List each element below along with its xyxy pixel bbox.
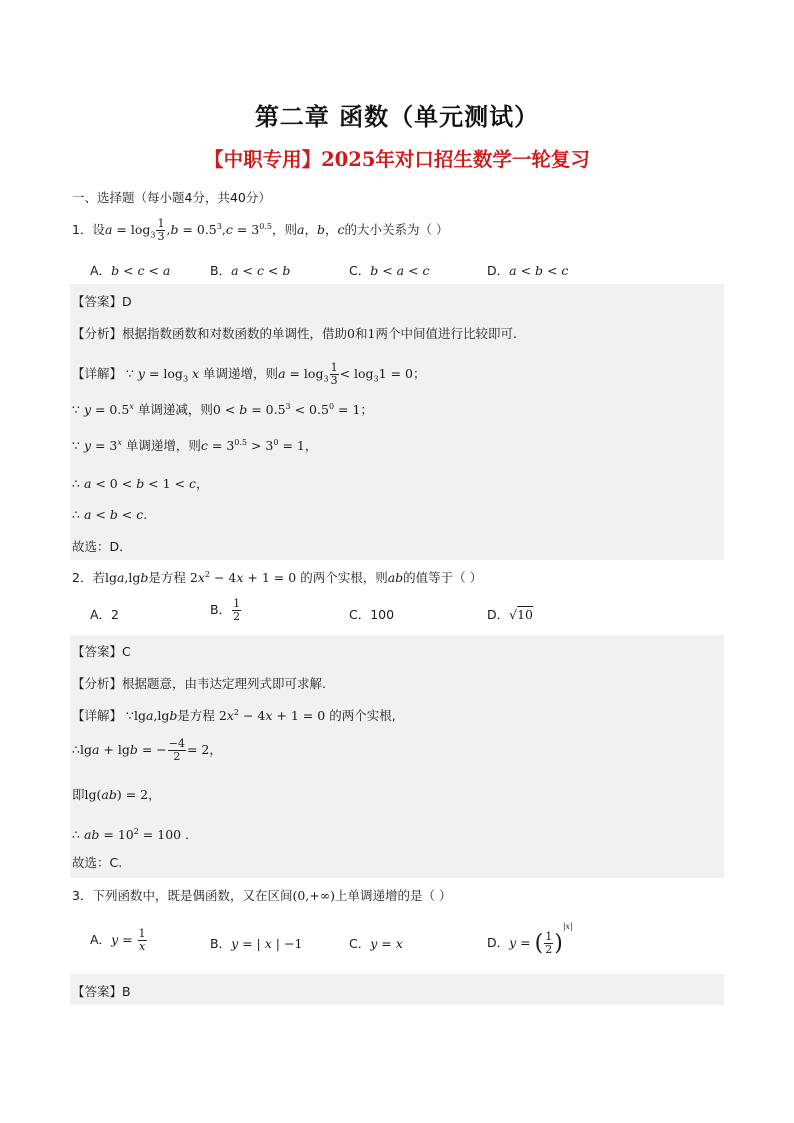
q1-detail-4: ∴ a < 0 < b < 1 < c， [72,476,209,491]
q1-option-b[interactable]: B．a < c < b [210,263,291,278]
q3-answer: 【答案】B [72,984,131,999]
q2-option-a[interactable]: A．2 [90,607,120,622]
q3-option-b[interactable]: B．y = | x | −1 [210,936,303,951]
q1-detail-5: ∴ a < b < c. [72,507,148,522]
question-2: 2．若lga,lgb是方程 $2x^2 - 4x + 1 = 0$ 的两个实根，则ab的值等于（ ） [72,569,483,585]
q2-option-d[interactable]: D．√10 [487,607,534,622]
question-3: 3．下列函数中，既是偶函数，又在区间(0,+∞)上单调递增的是（ ） [72,888,452,903]
q2-detail-4: ∴ ab = $10^2 = 100$ ． [72,826,198,842]
q2-choose: 故选：C. [72,855,123,870]
q2-analysis: 【分析】根据题意，由韦达定理列式即可求解. [72,676,326,691]
q3-option-d[interactable]: D．y = ( $\frac{1}{2}$ )$^{|x|}$ [487,922,573,956]
q1-detail-1: 【详解】 ∵ $y = \log_3 x$ 单调递增，则$a = \log_3$ $\frac{1}{3}$ < $\log_31 = 0$； [72,361,426,387]
page-subtitle: 【中职专用】2025年对口招生数学一轮复习 [204,148,590,171]
q1-option-a[interactable]: A．b < c < a [90,263,171,278]
q2-option-c[interactable]: C．100 [349,607,395,622]
page-title: 第二章 函数（单元测试） [254,102,540,131]
q1-detail-3: ∵ $y = 3^x$ 单调递增，则$c = 3^{0.5} > 3^0 = 1$， [72,437,318,453]
q2-detail-2: ∴lga + lgb = − $\frac{-4}{2}$ = 2， [72,737,222,763]
q1-detail-2: ∵ $y = 0.5^x$ 单调递减，则$0 < b = 0.5^3 < 0.5^0 = 1$； [72,401,373,417]
q2-detail-1: 【详解】 ∵lga,lgb是方程 $2x^2 - 4x + 1 = 0$ 的两个实根, [72,707,396,723]
q2-detail-3: 即lg(ab) = 2， [72,787,161,802]
q1-option-d[interactable]: D．a < b < c [487,263,569,278]
q1-option-c[interactable]: C．b < a < c [349,263,430,278]
q2-answer: 【答案】C [72,644,131,659]
q2-option-b[interactable]: B． $\frac{1}{2}$ [210,597,241,623]
q1-choose: 故选：D. [72,539,124,554]
q1-analysis: 【分析】根据指数函数和对数函数的单调性，借助0和1两个中间值进行比较即可. [72,326,517,341]
q1-answer: 【答案】D [72,294,132,309]
q3-option-c[interactable]: C．y = x [349,936,403,951]
question-1: 1．设$a = \log_3$ $\frac{1}{3}$ $,b = 0.5^3,c = 3^{0.5}$，则a，b，c的大小关系为（ ） [72,217,449,243]
q3-option-a[interactable]: A．y = $\frac{1}{x}$ [90,927,146,953]
q3-answer-block [70,974,724,1005]
section-heading: 一、选择题（每小题4分，共40分） [72,190,271,205]
